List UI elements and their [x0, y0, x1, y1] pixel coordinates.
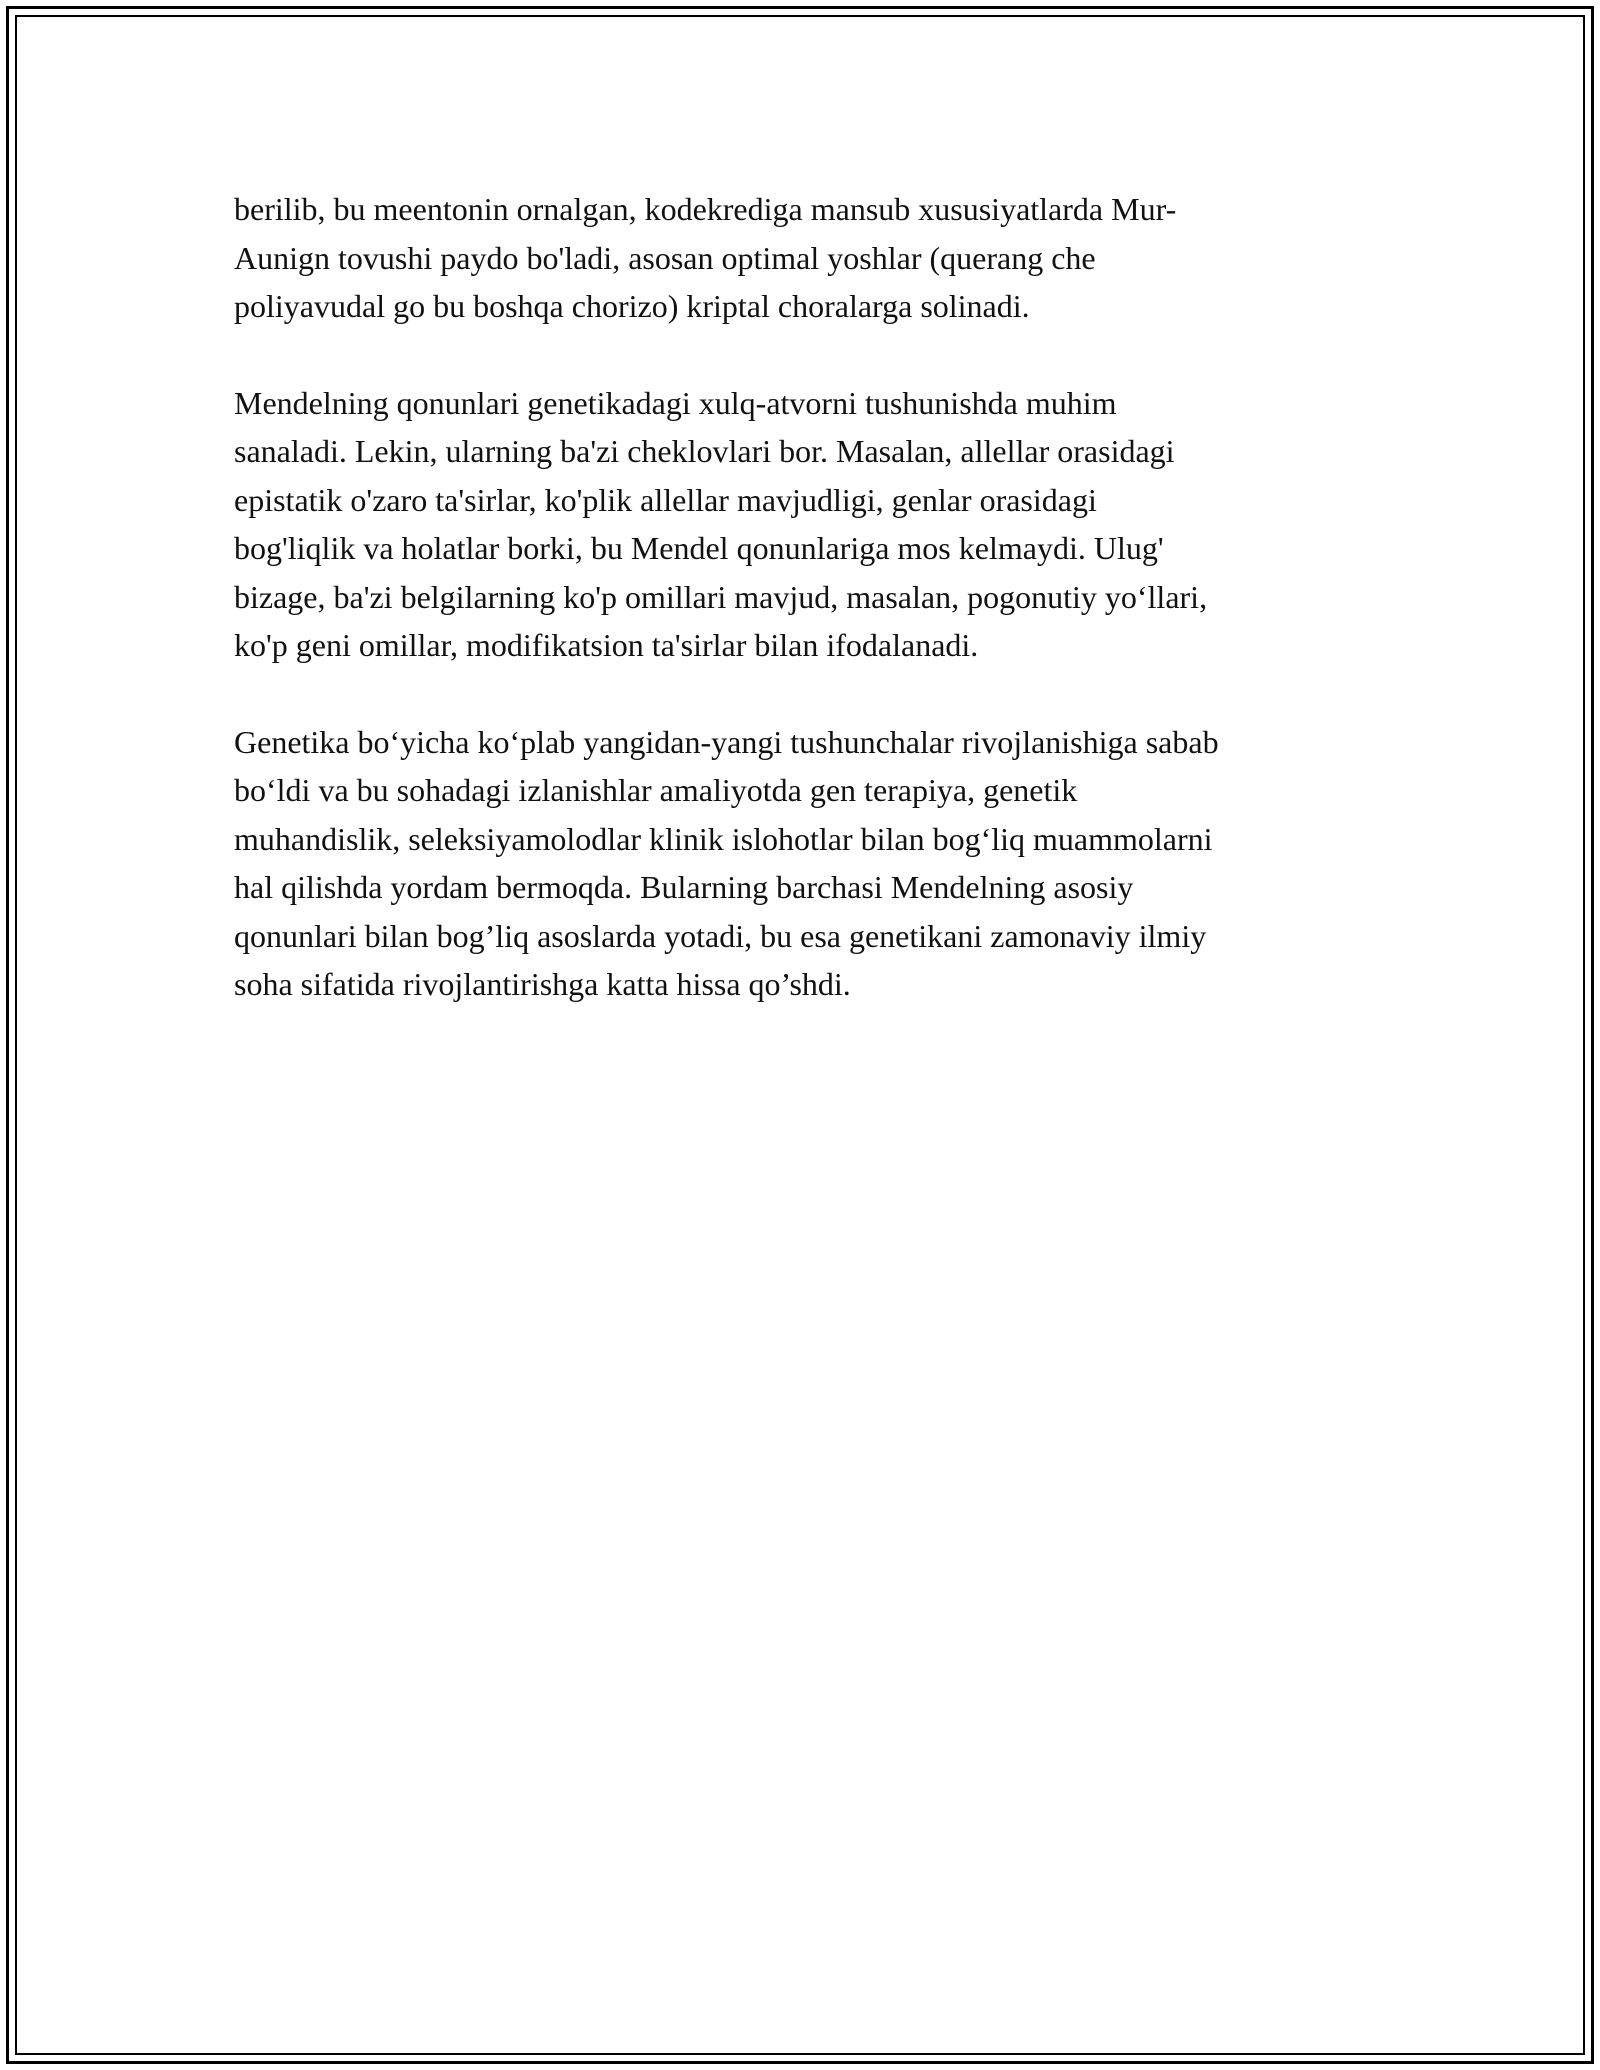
- paragraph: Mendelning qonunlari genetikadagi xulq-atvorni tushunishda muhim sanaladi. Lekin, ularning ba'zi cheklovlari bor. Masalan, allellar orasidagi epistatik o'zaro ta'sirlar, ko'plik allellar mavjudligi, genlar orasidagi bog'liqlik va holatlar borki, bu Mendel qonunlariga mos kelmaydi. Ulug' bizage, ba'zi belgilarning ko'p omillari mavjud, masalan, pogonutiy yo‘llari, ko'p geni omillar, modifikatsion ta'sirlar bilan ifodalanadi.: [234, 384, 1208, 663]
- document-body: [234, 185, 1374, 1057]
- paragraph: berilib, bu meentonin ornalgan, kodekrediga mansub xususiyatlarda Mur- Aunign tovushi paydo bo'ladi, asosan optimal yoshlar (querang che poliyavudal go bu boshqa chorizo) kriptal choralarga solinadi.: [234, 191, 1177, 324]
- paragraph: Genetika bo‘yicha ko‘plab yangidan-yangi tushunchalar rivojlanishiga sabab bo‘ldi va bu sohadagi izlanishlar amaliyotda gen terapiya, genetik muhandislik, seleksiyamolodlar klinik islohotlar bilan bog‘liq muammolarni hal qilishda yordam bermoqda. Bularning barchasi Mendelning asosiy qonunlari bilan bog’liq asoslarda yotadi, bu esa genetikani zamonaviy ilmiy soha sifatida rivojlantirishga katta hissa qo’shdi.: [234, 723, 1219, 1002]
